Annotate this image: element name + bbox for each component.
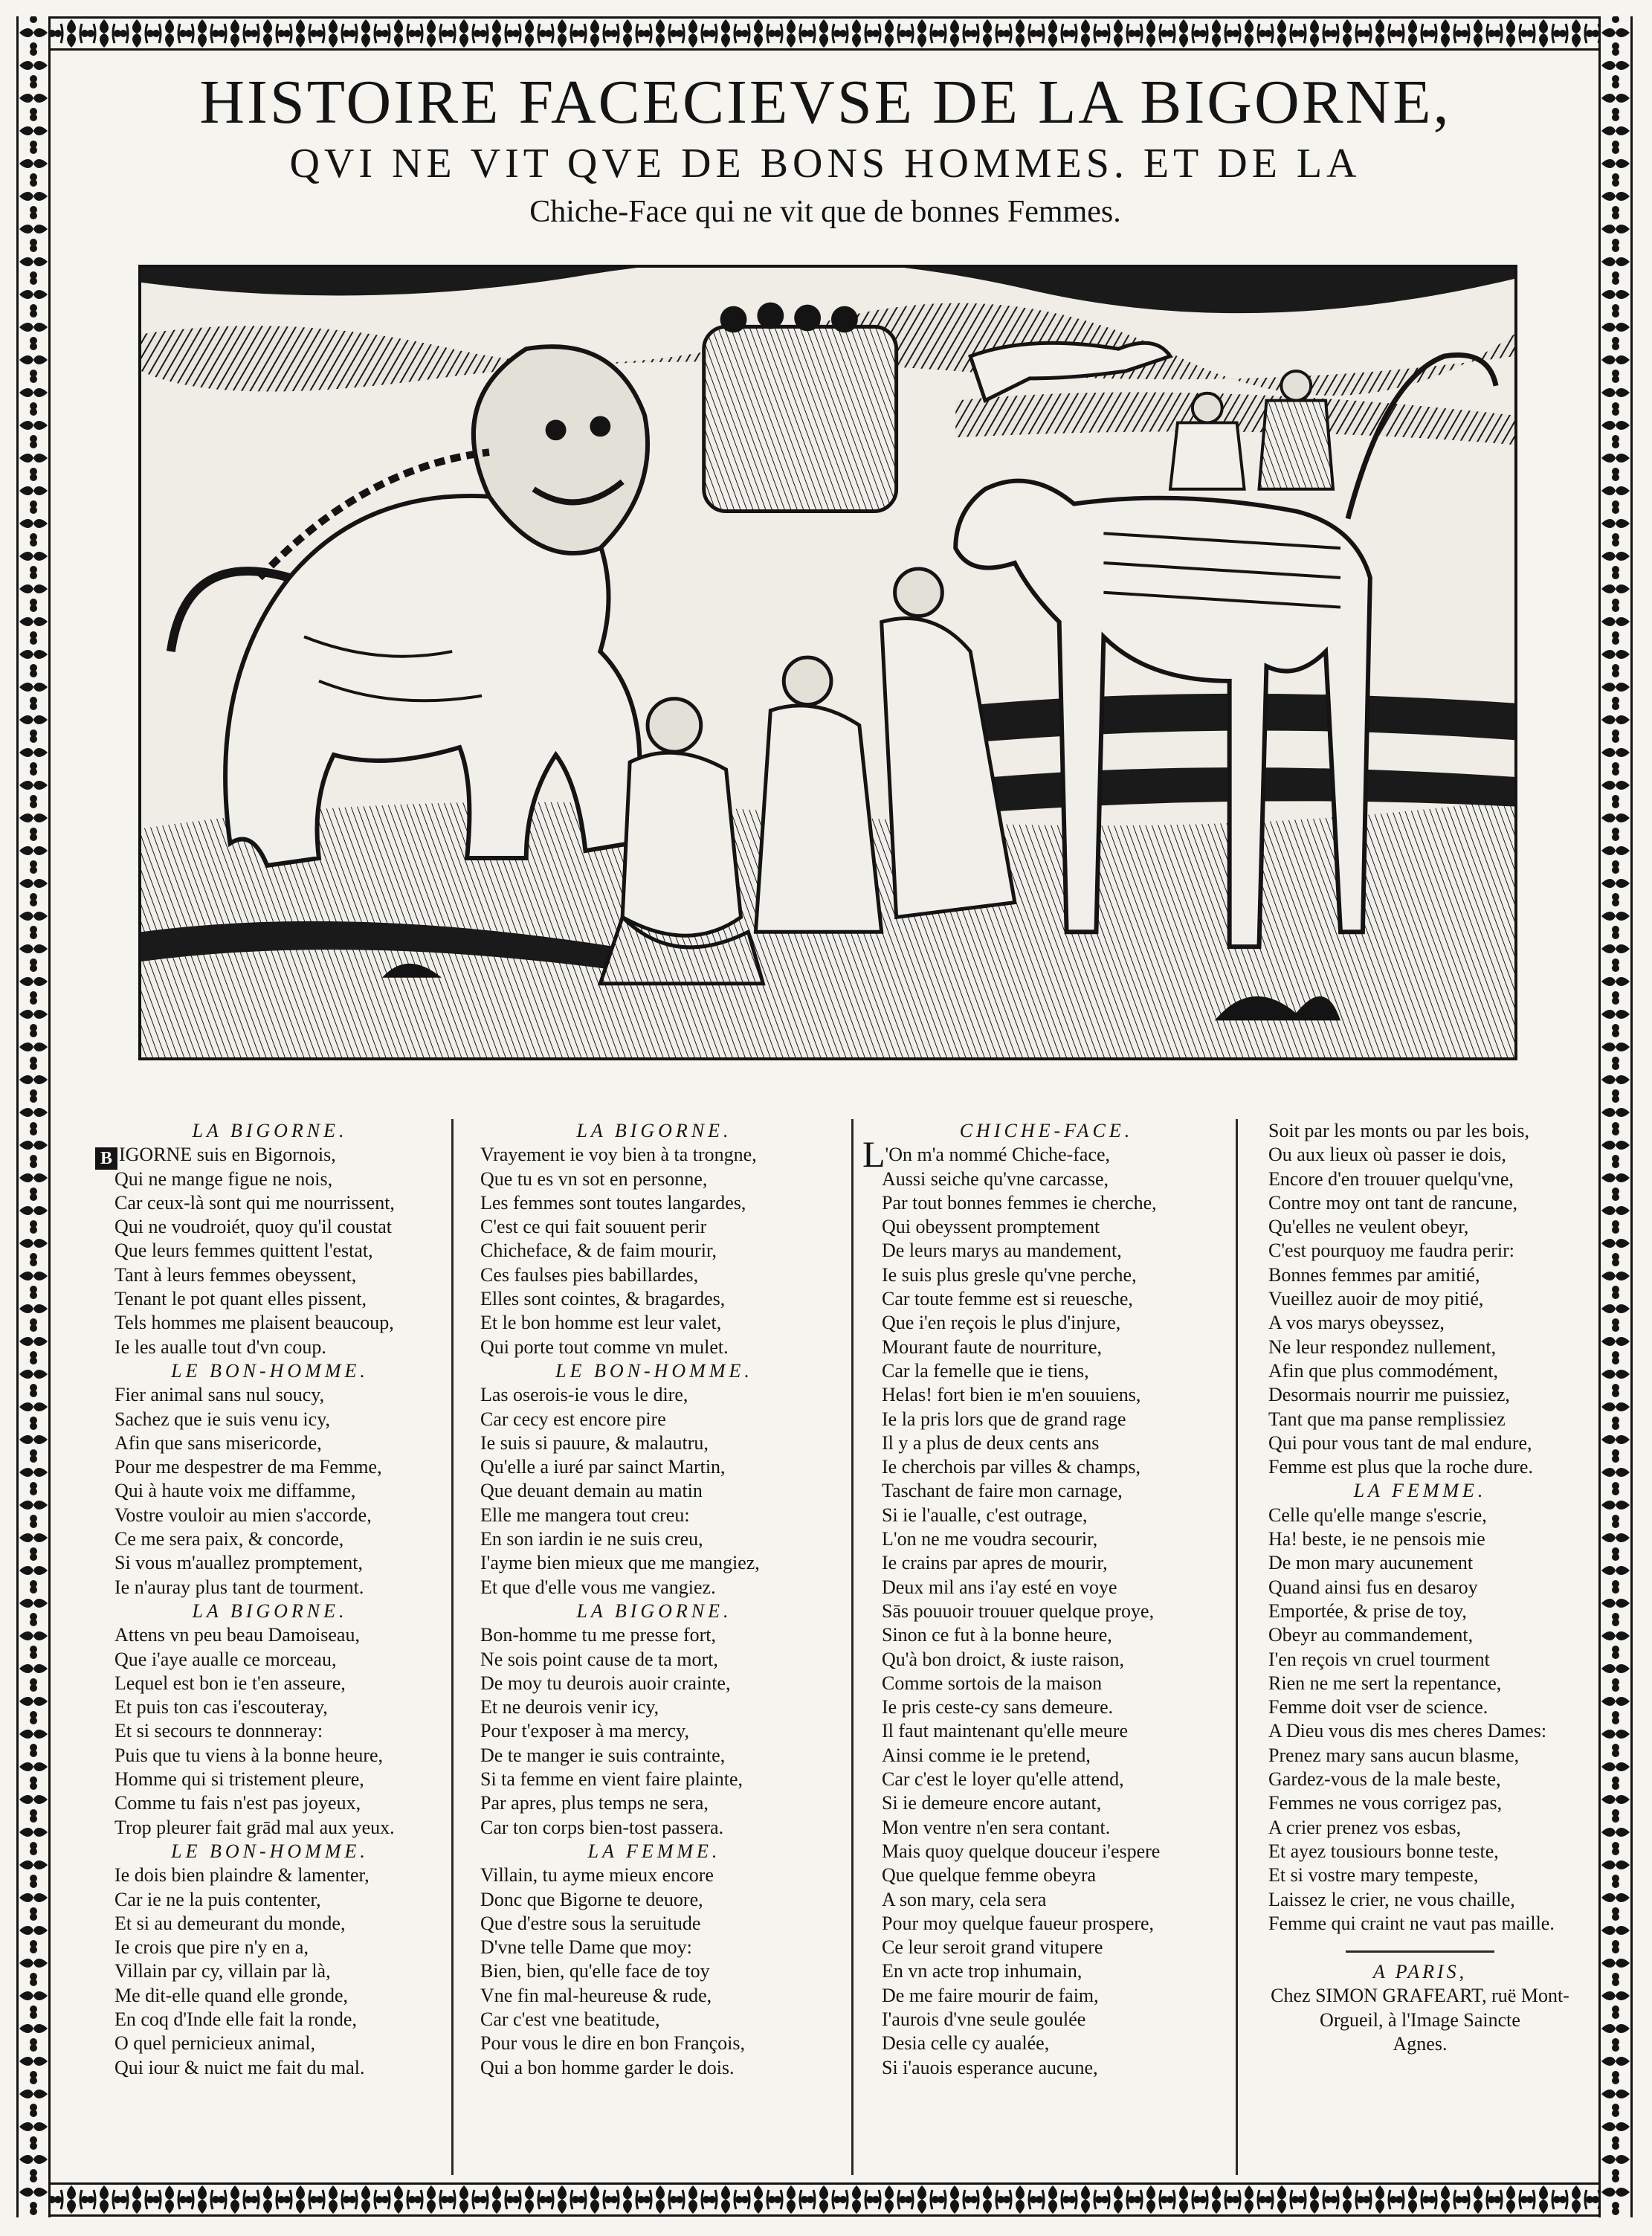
speaker-heading: LA BIGORNE. <box>576 1599 732 1622</box>
speaker-heading: LE BON-HOMME. <box>171 1359 369 1382</box>
verse-line: 'On m'a nommé Chiche-face, <box>885 1144 1111 1166</box>
verse-line: Lequel est bon ie t'en asseure, <box>114 1672 346 1694</box>
verse-line: Tant à leurs femmes obeyssent, <box>114 1263 357 1286</box>
verse-line: Si vous m'auallez promptement, <box>114 1552 363 1574</box>
verse-line: Vostre vouloir au mien s'accorde, <box>114 1504 372 1526</box>
ornamental-border-right <box>1598 16 1633 2217</box>
column-rule-2 <box>851 1119 854 2175</box>
verse-line: Que quelque femme obeyra <box>882 1864 1097 1887</box>
verse-line: Et si vostre mary tempeste, <box>1268 1864 1479 1887</box>
verse-line: De moy tu deurois auoir crainte, <box>480 1672 731 1694</box>
speaker-heading: LA FEMME. <box>587 1840 721 1862</box>
title-line-3: Chiche-Face qui ne vit que de bonnes Femmes. <box>529 195 1121 229</box>
woodcut-illustration <box>138 265 1517 1060</box>
verse-line: O quel pernicieux animal, <box>114 2032 316 2055</box>
verse-line: Tenant le pot quant elles pissent, <box>114 1288 367 1310</box>
verse-line: Qui à haute voix me diffamme, <box>114 1480 356 1502</box>
verse-line: A vos marys obeyssez, <box>1268 1312 1445 1334</box>
verse-line: Par tout bonnes femmes ie cherche, <box>882 1191 1157 1214</box>
verse-line: Comme tu fais n'est pas joyeux, <box>114 1792 361 1814</box>
speaker-heading: LA BIGORNE. <box>576 1120 732 1141</box>
verse-line: Et puis ton cas i'escouteray, <box>114 1696 328 1718</box>
verse-line: Elles sont cointes, & bragardes, <box>480 1288 726 1310</box>
verse-line: Ne leur respondez nullement, <box>1268 1336 1497 1358</box>
verse-line: Ie cherchois par villes & champs, <box>882 1456 1140 1478</box>
verse-line: Si ie l'aualle, c'est outrage, <box>882 1504 1088 1526</box>
verse-line: A Dieu vous dis mes cheres Dames: <box>1268 1720 1547 1742</box>
verse-line: Qu'à bon droict, & iuste raison, <box>882 1648 1125 1670</box>
verse-line: Afin que plus commodément, <box>1268 1359 1499 1382</box>
verse-line: Qui obeyssent promptement <box>882 1216 1100 1238</box>
verse-line: Qu'elles ne veulent obeyr, <box>1268 1216 1469 1238</box>
verse-line: Car ceux-là sont qui me nourrissent, <box>114 1191 395 1214</box>
verse-line: Et si au demeurant du monde, <box>114 1912 346 1934</box>
verse-line: Qui ne voudroiét, quoy qu'il coustat <box>114 1216 392 1238</box>
verse-line: Bien, bien, qu'elle face de toy <box>480 1960 710 1982</box>
verse-line: Si i'auois esperance aucune, <box>882 2056 1098 2078</box>
verse-line: Sās pouuoir trouuer quelque proye, <box>882 1599 1155 1622</box>
verse-line: Ainsi comme ie le pretend, <box>882 1744 1091 1766</box>
verse-line: Qui a bon homme garder le dois. <box>480 2056 735 2078</box>
verse-line: Que d'estre sous la seruitude <box>480 1912 701 1934</box>
verse-line: Ne sois point cause de ta mort, <box>480 1648 718 1670</box>
verse-line: Et si secours te donnneray: <box>114 1720 323 1742</box>
speaker-heading: LE BON-HOMME. <box>555 1359 753 1382</box>
verse-line: Il faut maintenant qu'elle meure <box>882 1720 1128 1742</box>
verse-line: Car ton corps bien-tost passera. <box>480 1816 724 1838</box>
verse-line: Tels hommes me plaisent beaucoup, <box>114 1312 394 1334</box>
verse-line: Pour moy quelque faueur prospere, <box>882 1912 1155 1934</box>
verse-line: Que leurs femmes quittent l'estat, <box>114 1240 373 1262</box>
verse-line: Desia celle cy aualée, <box>882 2032 1050 2055</box>
verse-line: Car toute femme est si reuesche, <box>882 1288 1133 1310</box>
imprint-line: Agnes. <box>1393 2032 1448 2055</box>
verse-line: Vne fin mal-heureuse & rude, <box>480 1984 712 2006</box>
text-column-2 <box>461 1119 848 2080</box>
verse-line: Vueillez auoir de moy pitié, <box>1268 1288 1484 1310</box>
imprint-line: A PARIS, <box>1372 1961 1468 1983</box>
speaker-heading: CHICHE-FACE. <box>959 1120 1134 1141</box>
verse-line: De me faire mourir de faim, <box>882 1984 1099 2006</box>
verse-line: Obeyr au commandement, <box>1268 1624 1474 1646</box>
verse-line: Que i'aye aualle ce morceau, <box>114 1648 337 1670</box>
verse-line: Ie dois bien plaindre & lamenter, <box>114 1864 370 1887</box>
crowd-of-men-figure <box>704 303 897 512</box>
verse-line: I'en reçois vn cruel tourment <box>1268 1648 1490 1670</box>
verse-line: De leurs marys au mandement, <box>882 1240 1122 1262</box>
verse-line: Villain par cy, villain par là, <box>114 1960 331 1982</box>
verse-line: Qui ne mange figue ne nois, <box>114 1167 333 1190</box>
verse-line: Et ayez tousiours bonne teste, <box>1268 1840 1499 1862</box>
printer-imprint <box>1249 1960 1591 2056</box>
verse-line: I'aurois d'vne seule goulée <box>882 2008 1086 2030</box>
verse-stanza <box>862 1167 1230 2080</box>
verse-line: Ie la pris lors que de grand rage <box>882 1408 1126 1430</box>
verse-line: Femme doit vser de science. <box>1268 1696 1488 1718</box>
verse-line: Helas! fort bien ie m'en souuiens, <box>882 1384 1141 1406</box>
verse-line: D'vne telle Dame que moy: <box>480 1936 692 1959</box>
verse-line: Trop pleurer fait grād mal aux yeux. <box>114 1816 395 1838</box>
verse-line: En coq d'Inde elle fait la ronde, <box>114 2008 357 2030</box>
column-rule-3 <box>1236 1119 1238 2175</box>
verse-stanza <box>461 1143 848 1359</box>
title-line-2: QVI NE VIT QVE DE BONS HOMMES. ET DE LA <box>289 141 1361 187</box>
verse-line: C'est ce qui fait souuent perir <box>480 1216 707 1238</box>
verse-line: Mon ventre n'en sera contant. <box>882 1816 1111 1838</box>
verse-line: IGORNE suis en Bigornois, <box>119 1144 336 1166</box>
verse-line: Attens vn peu beau Damoiseau, <box>114 1624 360 1646</box>
imprint-line: Chez SIMON GRAFEART, ruë Mont- <box>1271 1985 1569 2007</box>
verse-line: Si ie demeure encore autant, <box>882 1792 1102 1814</box>
verse-line: C'est pourquoy me faudra perir: <box>1268 1240 1515 1262</box>
verse-line: Et le bon homme est leur valet, <box>480 1312 722 1334</box>
column-rule-1 <box>451 1119 454 2175</box>
verse-line: Ha! beste, ie ne pensois mie <box>1268 1528 1485 1550</box>
verse-line: Chicheface, & de faim mourir, <box>480 1240 717 1262</box>
verse-line: Par apres, plus temps ne sera, <box>480 1792 709 1814</box>
verse-stanza <box>461 1383 848 1599</box>
verse-line: Ie suis si pauure, & malautru, <box>480 1431 709 1454</box>
verse-line: Gardez-vous de la male beste, <box>1268 1768 1501 1791</box>
verse-stanza <box>95 1383 445 1599</box>
verse-line: Las oserois-ie vous le dire, <box>480 1384 688 1406</box>
verse-line: Les femmes sont toutes langardes, <box>480 1191 746 1214</box>
verse-line: Bonnes femmes par amitié, <box>1268 1263 1480 1286</box>
ornamental-border-bottom <box>22 2182 1628 2217</box>
verse-line: Quand ainsi fus en desaroy <box>1268 1576 1478 1598</box>
verse-line: Celle qu'elle mange s'escrie, <box>1268 1504 1487 1526</box>
verse-line: Emportée, & prise de toy, <box>1268 1599 1467 1622</box>
verse-line: Qui iour & nuict me fait du mal. <box>114 2056 365 2078</box>
verse-line: Laissez le crier, ne vous chaille, <box>1268 1888 1515 1910</box>
verse-line: Il y a plus de deux cents ans <box>882 1431 1100 1454</box>
imprint-line: Orgueil, à l'Image Saincte <box>1320 2008 1520 2031</box>
speaker-heading: LE BON-HOMME. <box>171 1840 369 1862</box>
verse-line: Desormais nourrir me puissiez, <box>1268 1384 1510 1406</box>
verse-line: Qui pour vous tant de mal endure, <box>1268 1431 1532 1454</box>
speaker-heading: LA FEMME. <box>1353 1480 1487 1502</box>
verse-line: Ces faulses pies babillardes, <box>480 1263 699 1286</box>
verse-line: Car la femelle que ie tiens, <box>882 1359 1089 1382</box>
verse-line: L'on ne me voudra secourir, <box>882 1528 1098 1550</box>
verse-line: I'ayme bien mieux que me mangiez, <box>480 1552 760 1574</box>
broadside-title <box>59 68 1591 233</box>
verse-line: Femmes ne vous corrigez pas, <box>1268 1792 1503 1814</box>
verse-line: Pour me despestrer de ma Femme, <box>114 1456 382 1478</box>
verse-line: Ie pris ceste-cy sans demeure. <box>882 1696 1114 1718</box>
verse-stanza <box>461 1623 848 1840</box>
verse-line: Encore d'en trouuer quelqu'vne, <box>1268 1167 1514 1190</box>
speaker-heading: LA BIGORNE. <box>192 1120 348 1141</box>
verse-line: Que deuant demain au matin <box>480 1480 703 1502</box>
verse-line: Si ta femme en vient faire plainte, <box>480 1768 743 1791</box>
verse-line: Villain, tu ayme mieux encore <box>480 1864 714 1887</box>
verse-stanza <box>1249 1119 1591 1479</box>
drop-cap: B <box>95 1147 117 1170</box>
drop-cap: L <box>862 1133 885 1176</box>
verse-line: Taschant de faire mon carnage, <box>882 1480 1123 1502</box>
verse-line: Puis que tu viens à la bonne heure, <box>114 1744 384 1766</box>
imprint-divider <box>1346 1950 1494 1953</box>
verse-line: Ie suis plus gresle qu'vne perche, <box>882 1263 1137 1286</box>
verse-line: Donc que Bigorne te deuore, <box>480 1888 703 1910</box>
verse-stanza <box>95 1863 445 2080</box>
verse-line: Tant que ma panse remplissiez <box>1268 1408 1506 1430</box>
verse-stanza <box>1249 1504 1591 1936</box>
verse-line: Car c'est le loyer qu'elle attend, <box>882 1768 1124 1791</box>
verse-line: Car ie ne la puis contenter, <box>114 1888 321 1910</box>
verse-line: Sachez que ie suis venu icy, <box>114 1408 330 1430</box>
verse-line: Ie les aualle tout d'vn coup. <box>114 1336 326 1358</box>
verse-line: Contre moy ont tant de rancune, <box>1268 1191 1518 1214</box>
verse-line: Bon-homme tu me presse fort, <box>480 1624 716 1646</box>
verse-line: A crier prenez vos esbas, <box>1268 1816 1462 1838</box>
text-column-3 <box>862 1119 1230 2080</box>
verse-line: Mais quoy quelque douceur i'espere <box>882 1840 1161 1862</box>
verse-line: Ie n'auray plus tant de tourment. <box>114 1576 364 1598</box>
verse-stanza <box>95 1623 445 1840</box>
verse-line: Que i'en reçois le plus d'injure, <box>882 1312 1121 1334</box>
title-line-1: HISTOIRE FACECIEVSE DE LA BIGORNE, <box>199 68 1451 137</box>
verse-line: Et que d'elle vous me vangiez. <box>480 1576 716 1598</box>
verse-line: Ce me sera paix, & concorde, <box>114 1528 344 1550</box>
verse-line: En vn acte trop inhumain, <box>882 1960 1082 1982</box>
verse-line: Prenez mary sans aucun blasme, <box>1268 1744 1520 1766</box>
verse-line: Car c'est vne beatitude, <box>480 2008 660 2030</box>
verse-line: A son mary, cela sera <box>882 1888 1047 1910</box>
verse-line: Aussi seiche qu'vne carcasse, <box>882 1167 1109 1190</box>
verse-line: Car cecy est encore pire <box>480 1408 666 1430</box>
verse-line: Deux mil ans i'ay esté en voye <box>882 1576 1117 1598</box>
verse-line: Sinon ce fut à la bonne heure, <box>882 1624 1112 1646</box>
verse-line: Soit par les monts ou par les bois, <box>1268 1120 1529 1141</box>
ornamental-border-left <box>16 16 51 2217</box>
verse-line: Homme qui si tristement pleure, <box>114 1768 364 1791</box>
verse-line: Comme sortois de la maison <box>882 1672 1103 1694</box>
verse-line: Mourant faute de nourriture, <box>882 1336 1103 1358</box>
verse-line: Vrayement ie voy bien à ta trongne, <box>480 1144 757 1166</box>
verse-line: De te manger ie suis contrainte, <box>480 1744 726 1766</box>
verse-line: Afin que sans misericorde, <box>114 1431 322 1454</box>
verse-stanza <box>95 1167 445 1359</box>
verse-line: En son iardin ie ne suis creu, <box>480 1528 703 1550</box>
verse-line: Pour vous le dire en bon François, <box>480 2032 746 2055</box>
verse-line: Qui porte tout comme vn mulet. <box>480 1336 729 1358</box>
verse-line: Et ne deurois venir icy, <box>480 1696 659 1718</box>
verse-line: Elle me mangera tout creu: <box>480 1504 690 1526</box>
verse-line: Femme est plus que la roche dure. <box>1268 1456 1533 1478</box>
verse-line: Me dit-elle quand elle gronde, <box>114 1984 349 2006</box>
verse-line: Ie crains par apres de mourir, <box>882 1552 1108 1574</box>
verse-stanza <box>461 1863 848 2080</box>
verse-line: Qu'elle a iuré par sainct Martin, <box>480 1456 726 1478</box>
text-column-4 <box>1249 1119 1591 2056</box>
text-column-1 <box>95 1119 445 2080</box>
verse-line: Femme qui craint ne vaut pas maille. <box>1268 1912 1555 1934</box>
ornamental-border-top <box>22 16 1628 51</box>
verse-line: De mon mary aucunement <box>1268 1552 1474 1574</box>
verse-line: Que tu es vn sot en personne, <box>480 1167 708 1190</box>
verse-line: Ce leur seroit grand vitupere <box>882 1936 1103 1959</box>
speaker-heading: LA BIGORNE. <box>192 1599 348 1622</box>
verse-line: Pour t'exposer à ma mercy, <box>480 1720 689 1742</box>
verse-line: Rien ne me sert la repentance, <box>1268 1672 1502 1694</box>
verse-line: Ou aux lieux où passer ie dois, <box>1268 1144 1506 1166</box>
verse-line: Fier animal sans nul soucy, <box>114 1384 325 1406</box>
verse-line: Ie crois que pire n'y en a, <box>114 1936 309 1959</box>
